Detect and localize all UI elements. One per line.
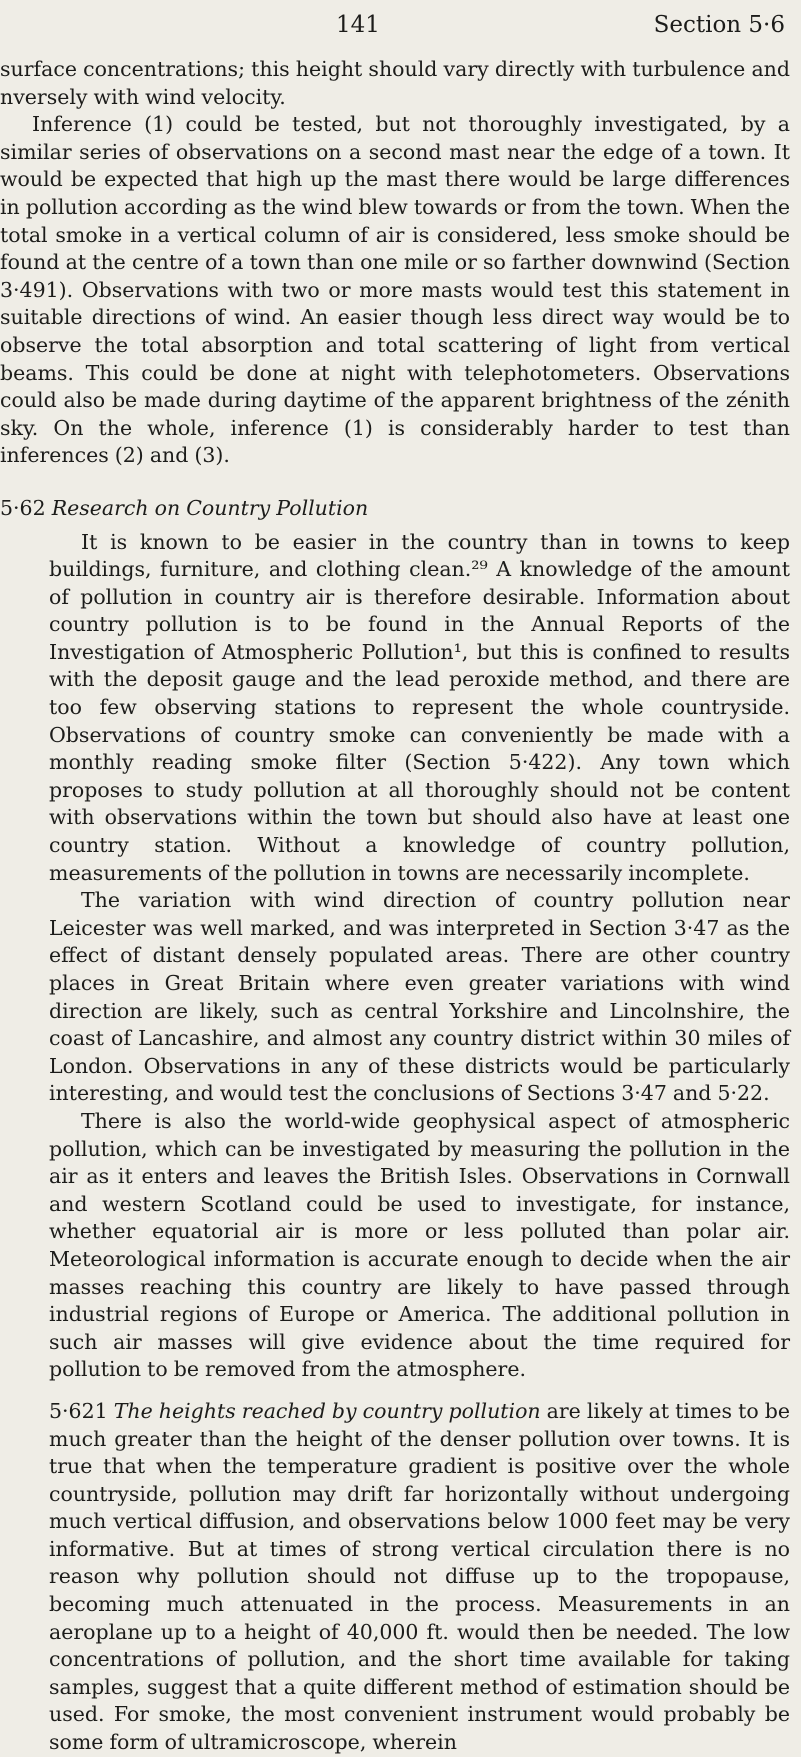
section-body [49, 529, 790, 1757]
page-header [0, 8, 801, 42]
paragraph: Inference (1) could be tested, but not thoroughly investigated, by a similar series of observations on a second mast near the edge of a town. It would be expected that high up the mast there would be large differences in pollution according as the wind blew towards or from the town. When the total smoke in a vertical column of air is considered, less smoke should be found at the centre of a town than one mile or so farther downwind (Section 3·491). Observations with two or more masts would test this statement in suitable directions of wind. An easier though less direct way would be to observe the total absorption and total scattering of light from vertical beams. This could be done at night with telephotometers. Observations could also be made during daytime of the apparent brightness of the zénith sky. On the whole, inference (1) is considerably harder to test than inferences (2) and (3). [0, 112, 790, 468]
heading-title: Research on Country Pollution [51, 495, 369, 520]
paragraph: The variation with wind direction of country pollution near Leicester was well marked, and was interpreted in Section 3·47 as the effect of distant densely populated areas. There are other country places in Great Britain where even greater variations with wind direction are likely, such as central Yorkshire and Lincolnshire, the coast of Lancashire, and almost any country district within 30 miles of London. Observations in any of these districts would be particularly interesting, and would test the conclusions of Sections 3·47 and 5·22. [49, 888, 790, 1106]
section-label: Section 5·6 [653, 12, 785, 38]
body-text [0, 56, 790, 1757]
paragraph: There is also the world-wide geophysical aspect of atmospheric pollution, which can be investigated by measuring the pollution in the air as it enters and leaves the British Isles. Observations in Cornwall and western Scotland could be used to investigate, for instance, whether equatorial air is more or less polluted than polar air. Meteorological information is accurate enough to decide when the air masses reaching this country are likely to have passed through industrial regions of Europe or America. The additional pollution in such air masses will give evidence about the time required for pollution to be removed from the atmosphere. [49, 1108, 790, 1382]
subsection-lead: The heights reached by country pollution [113, 1398, 541, 1423]
paragraph: It is known to be easier in the country than in towns to keep buildings, furniture, and clothing clean.²⁹ A knowledge of the amount of pollution in country air is therefore desirable. Information about country pollution is to be found in the Annual Reports of the Investigation of Atmospheric Pollution¹, but this is confined to results with the deposit gauge and the lead peroxide method, and there are too few observing stations to represent the whole countryside. Observations of country smoke can conveniently be made with a monthly reading smoke filter (Section 5·422). Any town which proposes to study pollution at all thoroughly should not be content with observations within the town but should also have at least one country station. Without a knowledge of country pollution, measurements of the pollution in towns are necessarily incomplete. [49, 529, 790, 885]
subsection-number: 5·621 [49, 1398, 108, 1423]
subsection-text: are likely at times to be much greater than the height of the denser pollution over towns. It is true that when the temperature gradient is positive over the whole countryside, pollution may drift far horizontally without undergoing much vertical diffusion, and observations below 1000 feet may be very informative. But at times of strong vertical circulation there is no reason why pollution should not diffuse up to the tropopause, becoming much attenuated in the process. Measurements in an aeroplane up to a height of 40,000 ft. would then be needed. The low concentrations of pollution, and the short time available for taking samples, suggest that a quite different method of estimation should be used. For smoke, the most convenient instrument would probably be some form of ultramicroscope, wherein [49, 1398, 790, 1755]
paragraph: surface concentrations; this height should vary directly with turbulence and nversely with wind velocity. [0, 57, 790, 109]
paragraph [49, 1398, 790, 1757]
section-heading [0, 495, 790, 523]
heading-number: 5·62 [0, 495, 46, 520]
page-number: 141 [336, 12, 380, 38]
